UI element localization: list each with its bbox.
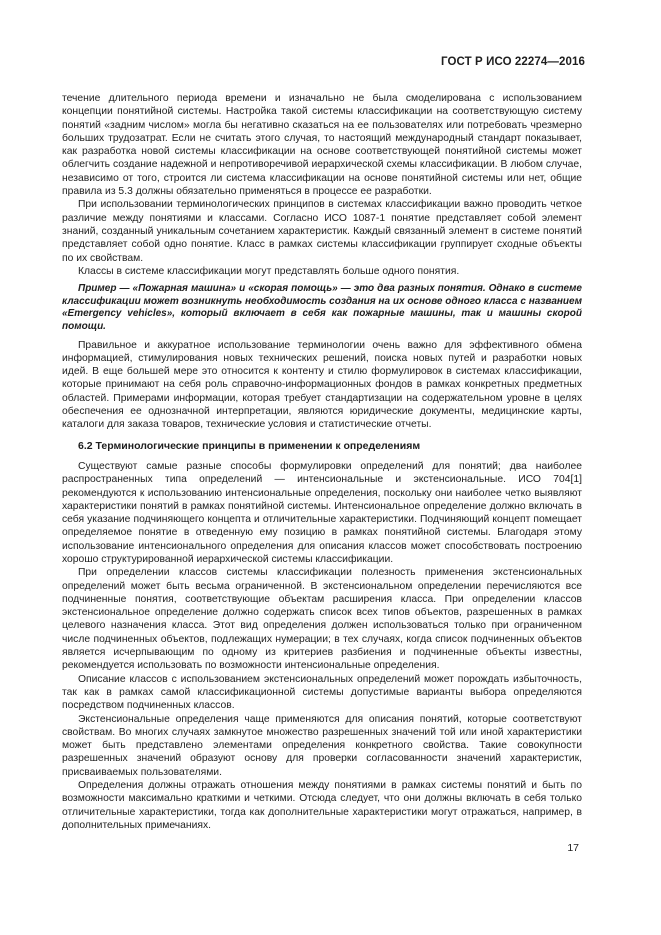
- paragraph: Существуют самые разные способы формулировки определений для понятий; два наиболее распространенных типа определений — интенсиональные и экстенсиональные. ИСО 704[1] рекомендуются к использованию интенсиональные определения, поскольку они наиболее четко выявляют характеристики понятий в рамках понятийной системы. Интенсиональное определение должно включать в себя указание подчиняющего концепта и отличительные характеристики. Подчиняющий концепт помещает определяемое понятие в отведенную ему позицию в рамках понятийной системы. Благодаря этому использование интенсионального определения для описания классов может способствовать построению хорошо структурированной иерархической системы классификации.: [62, 460, 582, 565]
- example-text: «Пожарная машина» и «скорая помощь» — это два разных понятия. Однако в системе классификации может возникнуть необходимость создания на их основе одного класса с названием «Emergency vehicles», который включает в себя как пожарные машины, так и машины скорой помощи.: [62, 283, 582, 332]
- example-note: [62, 283, 582, 333]
- paragraph: При определении классов системы классификации полезность применения экстенсиональных определений может быть весьма ограниченной. В экстенсиональном определении перечисляются все подчиненные понятия, соответствующие объектам расширения класса. При определении классов экстенсиональное определение должно содержать список всех типов объектов, разрешенных в рамках целевого назначения класса. Этот вид определения должен использоваться только при ограниченном числе подчиненных объектов, подлежащих нумерации; в тех случаях, когда список подчиненных объектов является исчерпывающим по одному из критериев разбиения и подчиненные объекты известны, рекомендуется использовать по возможности интенсиональные определения.: [62, 567, 582, 672]
- example-lead: Пример —: [78, 283, 130, 295]
- paragraph: течение длительного периода времени и изначально не была смоделирована с использованием концепции понятийной системы. Настройка такой системы классификации на соответствующую систему понятий «задним числом» могла бы негативно сказаться на ее пользователях или потребовать чрезмерно больших трудозатрат. Если не считать этого случая, то настоящий международный стандарт показывает, как разработка новой системы классификации на основе соответствующей понятийной системы может облегчить создание надежной и непротиворечивой иерархической схемы классификации. В любом случае, независимо от того, строится ли система классификации на основе понятийной системы или нет, общие правила из 5.3 должны обязательно применяться в процессе ее разработки.: [62, 93, 582, 198]
- paragraph: Правильное и аккуратное использование терминологии очень важно для эффективного обмена информацией, стимулирования новых технических решений, поиска новых путей и разработки новых идей. В еще большей мере это относится к контенту и стилю формулировок в системах классификации, которые принимают на себя роль справочно-информационных фондов в рамках конкретных предметных областей. Примерами информации, которая требует стандартизации на содержательном уровне в целях обеспечения ее однозначной интерпретации, являются юридические документы, медицинские карты, каталоги для заказа товаров, технические условия и статистические отчеты.: [62, 339, 582, 431]
- document-header: ГОСТ Р ИСО 22274—2016: [440, 56, 585, 68]
- paragraph: Описание классов с использованием экстенсиональных определений может порождать избыточность, так как в рамках самой классификационной системы допустимые варианты выбора определяются посредством подчиненных классов.: [62, 673, 582, 712]
- paragraph: При использовании терминологических принципов в системах классификации важно проводить четкое различие между понятиями и классами. Согласно ИСО 1087-1 понятие представляет собой элемент знаний, созданный уникальным сочетанием характеристик. Каждый связанный элемент в системе понятий представляет собой одно понятие. Класс в рамках системы классификации группирует сходные объекты по их свойствам.: [62, 199, 582, 264]
- page-number: 17: [567, 842, 579, 854]
- paragraph: Классы в системе классификации могут представлять больше одного понятия.: [78, 265, 460, 277]
- page-body: [62, 92, 582, 832]
- section-heading: 6.2 Терминологические принципы в применении к определениям: [78, 439, 421, 452]
- paragraph: Определения должны отражать отношения между понятиями в рамках системы понятий и быть по возможности максимально краткими и четкими. Отсюда следует, что они должны включать в себя только отличительные характеристики, тогда как дополнительные характеристики могут отражаться, например, в дополнительных примечаниях.: [62, 780, 582, 831]
- paragraph: Экстенсиональные определения чаще применяются для описания понятий, которые соответствуют свойствам. Во многих случаях замкнутое множество разрешенных значений той или иной характеристики может быть представлено элементами определения конкретного свойства. Такие совокупности разрешенных значений образуют основу для проверки согласованности значений характеристик, присваиваемых пользователями.: [62, 713, 582, 778]
